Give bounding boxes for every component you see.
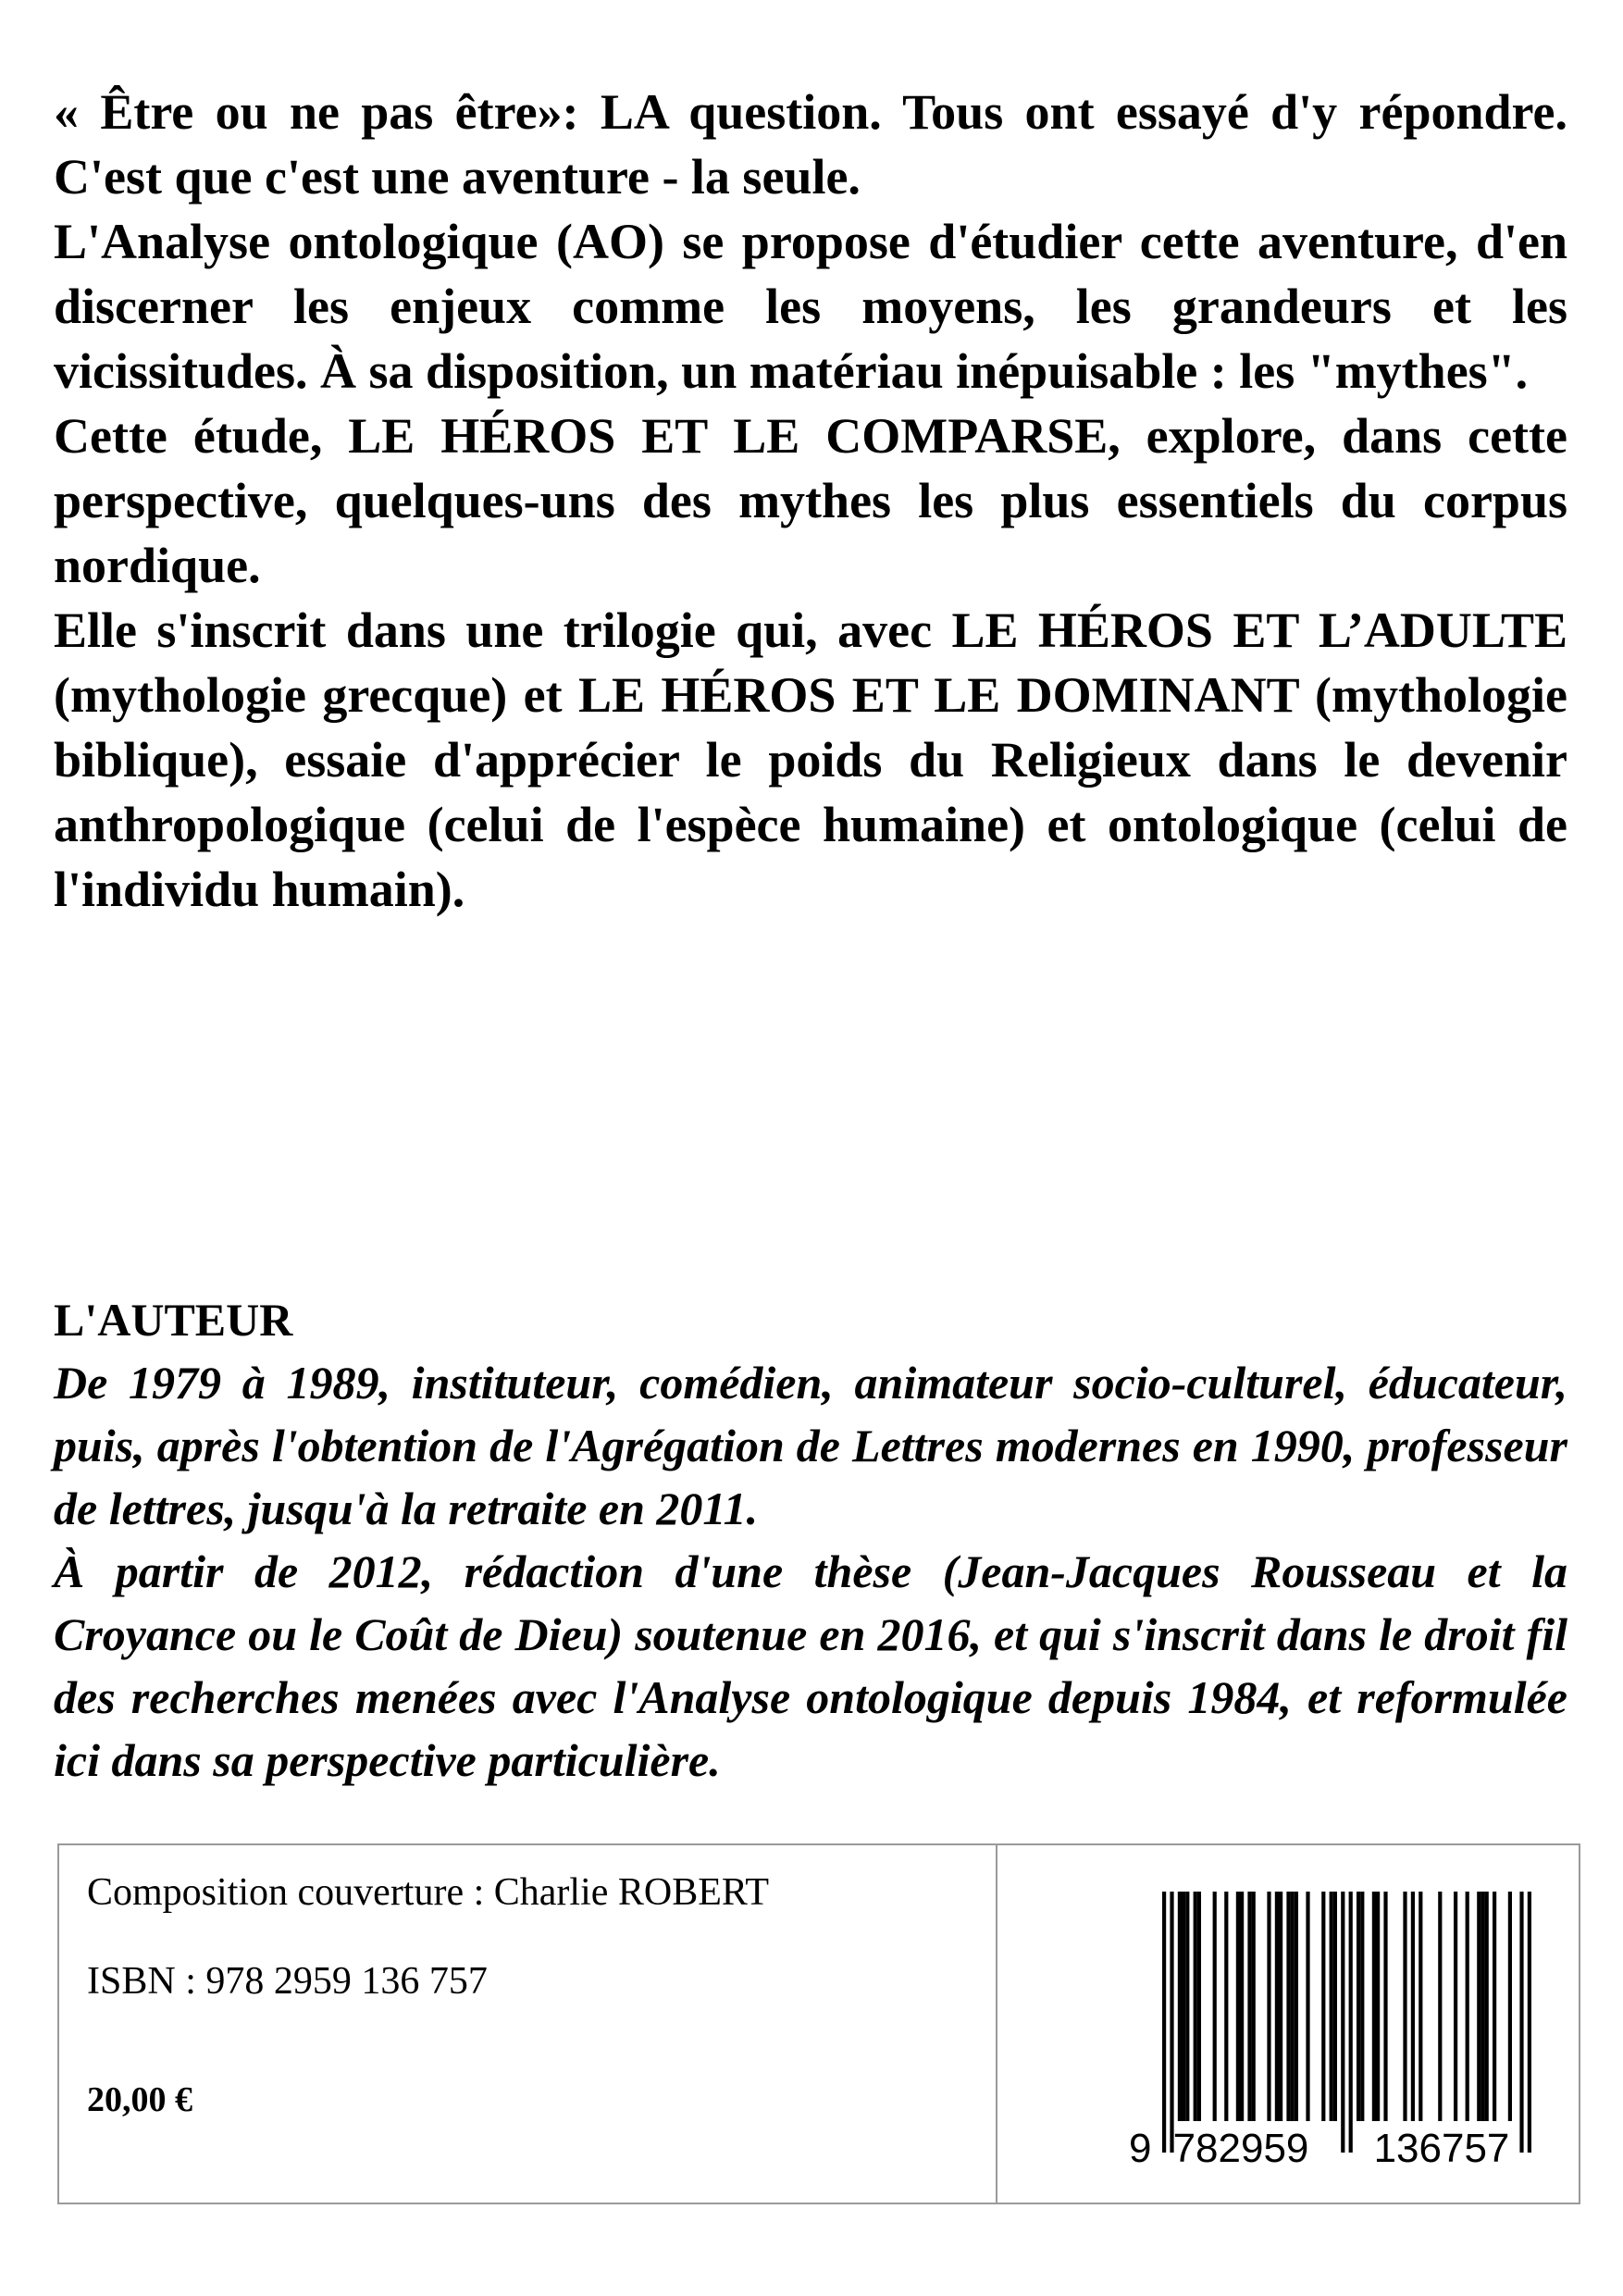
publication-info-box — [57, 1843, 1580, 2204]
barcode-right-digits: 136757 — [1373, 2126, 1510, 2169]
barcode-bar — [1286, 1892, 1290, 2121]
barcode-guard-bar — [1519, 1892, 1523, 2153]
price: 20,00 € — [87, 2080, 192, 2119]
author-section — [54, 1288, 1567, 1792]
barcode-guard-bar — [1349, 1892, 1353, 2153]
blurb-paragraph: « Être ou ne pas être»: LA question. Tous ont essayé d'y répondre. C'est que c'est une aventure - la seule. — [54, 84, 1567, 205]
barcode-bar — [1360, 1892, 1364, 2121]
blurb — [54, 80, 1567, 922]
blurb-paragraph: L'Analyse ontologique (AO) se propose d'étudier cette aventure, d'en discerner les enjeux comme les moyens, les grandeurs et les vicissitudes. À sa disposition, un matériau inépuisable : les "mythes". — [54, 214, 1567, 399]
barcode-bar — [1295, 1892, 1298, 2121]
barcode-bar — [1267, 1892, 1270, 2121]
barcode-bar — [1197, 1892, 1201, 2121]
barcode-guard-bar — [1162, 1892, 1166, 2153]
barcode-bar — [1194, 1892, 1197, 2121]
barcode-bar — [1247, 1892, 1251, 2121]
barcode-bar — [1240, 1892, 1244, 2121]
box-divider — [996, 1845, 997, 2203]
barcode-bar — [1321, 1892, 1325, 2121]
barcode-bar — [1236, 1892, 1240, 2121]
barcode-bar — [1454, 1892, 1457, 2121]
barcode-bar — [1330, 1892, 1333, 2121]
barcode-bar — [1224, 1892, 1228, 2121]
barcode-graphic — [1123, 1892, 1567, 2169]
barcode-bar — [1306, 1892, 1309, 2121]
author-heading: L'AUTEUR — [54, 1294, 293, 1346]
barcode-bar — [1493, 1892, 1496, 2121]
barcode-bar — [1411, 1892, 1415, 2121]
barcode-bar — [1485, 1892, 1489, 2121]
barcode-bar — [1252, 1892, 1256, 2121]
barcode-guard-bar — [1528, 1892, 1531, 2153]
barcode-bar — [1383, 1892, 1387, 2121]
barcode-bar — [1481, 1892, 1484, 2121]
barcode-bar — [1508, 1892, 1512, 2121]
barcode-bar — [1178, 1892, 1182, 2121]
barcode-bar — [1275, 1892, 1279, 2121]
barcode-bar — [1419, 1892, 1422, 2121]
barcode-bar — [1185, 1892, 1189, 2121]
barcode-bar — [1291, 1892, 1295, 2121]
author-bio-paragraph: À partir de 2012, rédaction d'une thèse (Jean-Jacques Rousseau et la Croyance ou le Coût de Dieu) soutenue en 2016, et qui s'inscrit dans le droit fil des recherches menées avec l'Analyse ontologique depuis 1984, et reformulée ici dans sa perspective particulière. — [54, 1545, 1567, 1786]
barcode-bar — [1372, 1892, 1376, 2121]
barcode-guard-bar — [1341, 1892, 1344, 2153]
barcode — [1123, 1892, 1567, 2169]
cover-credit: Composition couverture : Charlie ROBERT — [87, 1871, 770, 1914]
blurb-paragraph: Cette étude, LE HÉROS ET LE COMPARSE, explore, dans cette perspective, quelques-uns des mythes les plus essentiels du corpus nordique. — [54, 408, 1567, 593]
isbn: ISBN : 978 2959 136 757 — [87, 1960, 488, 2003]
barcode-bar — [1213, 1892, 1217, 2121]
barcode-bar — [1466, 1892, 1469, 2121]
barcode-lead-digit: 9 — [1129, 2126, 1152, 2169]
barcode-bar — [1357, 1892, 1360, 2121]
blurb-paragraph: Elle s'inscrit dans une trilogie qui, avec LE HÉROS ET L’ADULTE (mythologie grecque) et LE HÉROS ET LE DOMINANT (mythologie biblique), essaie d'apprécier le poids du Religieux dans le devenir anthropologique (celui de l'espèce humaine) et ontologique (celui de l'individu humain). — [54, 602, 1567, 917]
barcode-bar — [1376, 1892, 1380, 2121]
barcode-bar — [1403, 1892, 1406, 2121]
barcode-bar — [1333, 1892, 1337, 2121]
barcode-bar — [1477, 1892, 1481, 2121]
barcode-bar — [1182, 1892, 1185, 2121]
barcode-left-digits: 782959 — [1172, 2126, 1309, 2169]
author-bio-paragraph: De 1979 à 1989, instituteur, comédien, animateur socio-culturel, éducateur, puis, après l'obtention de l'Agrégation de Lettres modernes en 1990, professeur de lettres, jusqu'à la retraite en 2011. — [54, 1357, 1567, 1534]
barcode-bar — [1438, 1892, 1442, 2121]
barcode-bar — [1279, 1892, 1282, 2121]
barcode-bars — [1162, 1892, 1531, 2153]
barcode-guard-bar — [1170, 1892, 1173, 2153]
